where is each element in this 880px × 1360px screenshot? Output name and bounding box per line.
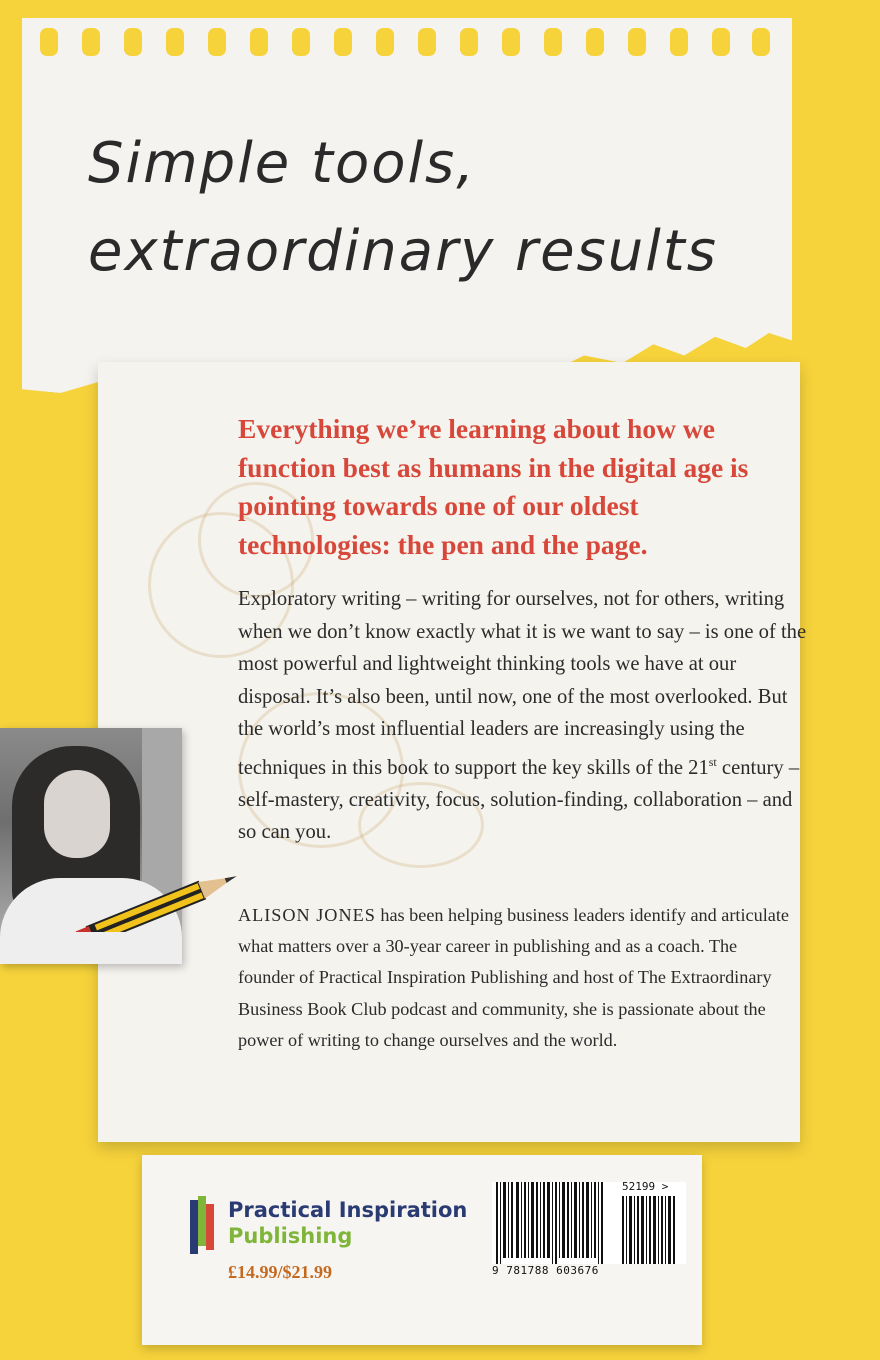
price: £14.99/$21.99 (228, 1262, 333, 1282)
publisher-logo-icon (190, 1196, 218, 1254)
description-part-1: Exploratory writing – writing for ourselves, not for others, writing when we don’t know exactly what it is we want to say – is one of the most powerful and lightweight thinking tools we have at our disposal. It’s also been, until now, one of the most overlooked. But the world’s most influential leaders are increasingly using the techniques in this book to support the key skills of the 21 (238, 588, 807, 779)
publisher-name-line-2: Publishing (228, 1224, 353, 1248)
lead-paragraph: Everything we’re learning about how we function best as humans in the digital age is pointing towards one of our oldest technologies: the pen and the page. (238, 413, 749, 560)
headline-line-1: Simple tools, (88, 131, 477, 196)
description-paragraph (238, 583, 808, 849)
pencil-icon (70, 876, 260, 932)
description-part-2: century – self-mastery, creativity, focus, solution-finding, collaboration – and so can you. (238, 756, 800, 844)
author-name: ALISON JONES (238, 905, 376, 925)
author-bio-text: has been helping business leaders identify and articulate what matters over a 30-year career in publishing and as a coach. The founder of Practical Inspiration Publishing and host of The Extraordinary Business Book Club podcast and community, she is passionate about the power of writing to change ourselves and the world. (238, 905, 789, 1050)
barcode-icon (492, 1182, 686, 1264)
handwritten-headline (88, 120, 788, 296)
isbn-number: 9 781788 603676 (492, 1264, 599, 1277)
headline-line-2: extraordinary results (88, 219, 718, 284)
barcode-addon: 52199 > (622, 1180, 669, 1193)
author-bio (238, 900, 798, 1056)
description-superscript: st (708, 754, 717, 769)
publisher-name-line-1: Practical Inspiration (228, 1198, 468, 1222)
binder-holes (40, 28, 770, 56)
